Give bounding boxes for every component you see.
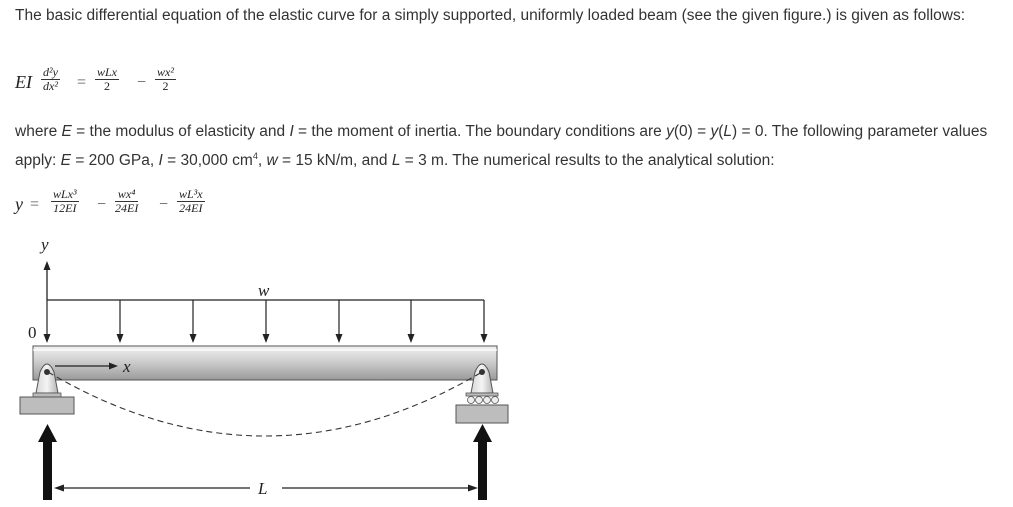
eq2-minus2: − [159,196,169,213]
beam [33,346,497,380]
eq1-term2-den: 2 [162,79,169,93]
y-axis-label: y [41,235,49,254]
eq1-term1-num: wLx [97,65,118,79]
eq2-lhs: y [15,194,23,214]
param-E: E [60,152,72,170]
eq1-lhs: EI [15,72,32,92]
bc-text-c: ) = 0. The following parameter values apply: [15,123,988,170]
where-text-1: where [15,123,62,140]
param-L: L [391,152,401,170]
y-axis [39,235,51,300]
span-label: L [258,479,268,498]
param-w-sep: , [257,152,267,170]
eq1-term2-num: wx² [157,65,174,79]
where-E: E [61,123,72,140]
eq1-dx2: dx² [43,79,58,93]
bc-text-b: ( [718,123,724,140]
param-w: w [266,152,278,170]
where-text-2: = the modulus of elasticity and [71,123,290,140]
eq2-term2-num: wx⁴ [115,188,138,202]
eq2-minus1: − [97,196,107,213]
where-text-3: = the moment of inertia. The boundary conditions are [293,123,667,140]
load-label: w [258,281,270,300]
left-reaction-arrow [38,424,57,500]
eq2-equals: = [30,196,40,213]
bc-yL: y [710,123,719,140]
elastic-curve [48,372,482,436]
eq2-term1-num: wLx³ [53,187,77,201]
eq1-minus: − [137,74,147,91]
span-dimension [54,479,478,498]
bc-y0: y [666,123,674,140]
param-I: I [158,152,163,170]
param-L-val: = 3 m. The numerical results to the analytical solution: [400,152,775,170]
param-w-val: = 15 kN/m, and [277,152,392,170]
param-E-val: = 200 GPa, [71,152,159,170]
bc-L: L [723,123,733,140]
param-I-exp: 4 [252,151,258,161]
eq2-term3-den: 24EI [179,201,203,215]
where-I: I [289,123,294,140]
eq1-d2y: d²y [43,65,58,79]
param-I-val: = 30,000 cm [162,152,253,170]
intro-text: The basic differential equation of the elastic curve for a simply supported, uniformly loaded beam (see the given figure.) is given as follows: [15,7,966,24]
origin-label: 0 [28,323,37,342]
eq2-term1-den: 12EI [53,201,77,215]
eq2-term2-den: 24EI [115,201,139,215]
eq1-equals: = [77,74,87,91]
eq1-term1-den: 2 [104,79,110,93]
x-axis-label: x [123,357,131,376]
distributed-load [44,300,488,343]
bc-text-a: (0) = [673,123,711,140]
eq2-term3-num: wL³x [179,187,203,201]
